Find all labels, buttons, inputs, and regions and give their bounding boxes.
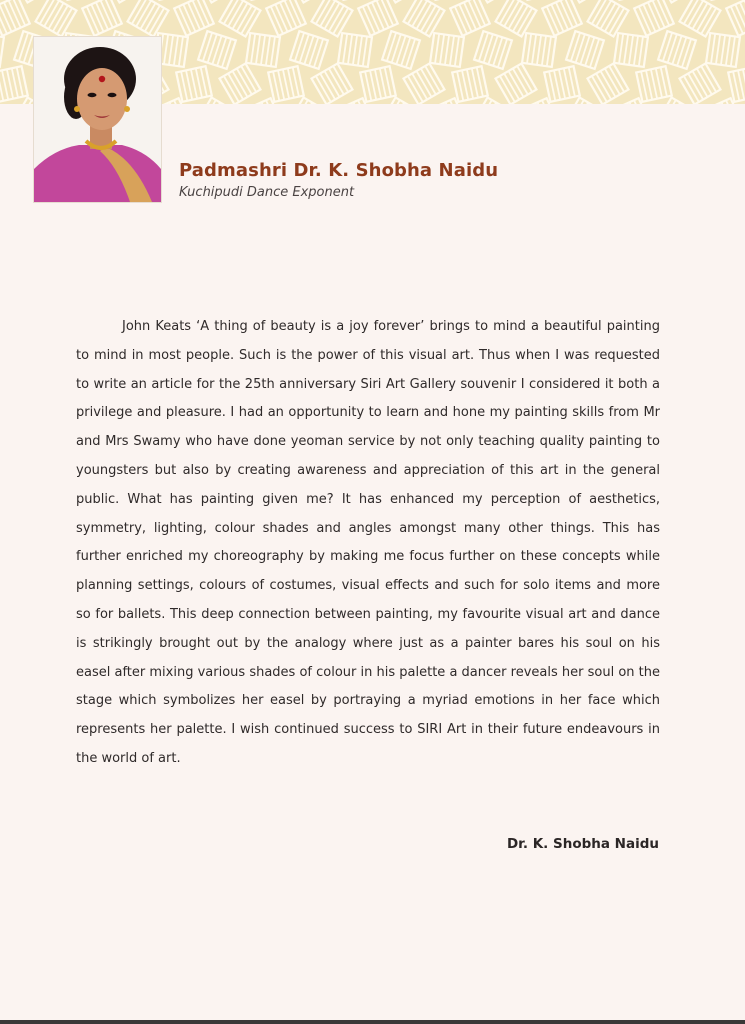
- banner-tile: [452, 66, 488, 102]
- article-body: John Keats ‘A thing of beauty is a joy forever’ brings to mind a beautiful painting to mind in most people. Such is the power of this visual art. Thus when I was requested to write an article for the 25th anniversary Siri Art Gallery souvenir I considered it both a privilege and pleasure. I had an opportunity to learn and hone my painting skills from Mr and Mrs Swamy who have done yeoman service by not only teaching quality painting to youngsters but also by creating awareness and appreciation of this art in the general public. What has painting given me? It has enhanced my perception of aesthetics, symmetry, lighting, colour shades and angles amongst many other things. This has further enriched my choreography by making me focus further on these concepts while planning settings, colours of costumes, visual effects and such for solo items and more so for ballets. This deep connection between painting, my favourite visual art and dance is strikingly brought out by the analogy where just as a painter bares his soul on his easel after mixing various shades of colour in his palette a dancer reveals her soul on the stage which symbolizes her easel by portraying a myriad emotions in her face which represents her palette. I wish continued success to SIRI Art in their future endeavours in the world of art.: [76, 319, 660, 766]
- banner-tile: [246, 33, 280, 67]
- banner-tile: [220, 0, 261, 36]
- banner-tile: [268, 66, 304, 102]
- portrait-icon: [34, 37, 161, 202]
- banner-tile: [588, 0, 629, 36]
- banner-tile: [566, 31, 604, 69]
- banner-tile: [0, 0, 30, 36]
- banner-tile: [290, 31, 328, 69]
- banner-tile: [544, 66, 580, 102]
- banner-tile: [404, 0, 445, 36]
- banner-tile: [636, 66, 672, 102]
- page-edge: [0, 1020, 745, 1024]
- banner-tile: [474, 31, 512, 69]
- banner-tile: [728, 66, 745, 102]
- author-role: Kuchipudi Dance Exponent: [179, 185, 355, 200]
- banner-tile: [680, 0, 721, 36]
- banner-tile: [382, 31, 420, 69]
- banner-tile: [522, 33, 556, 67]
- banner-tile: [430, 33, 464, 67]
- banner-tile: [0, 33, 4, 67]
- author-name: Padmashri Dr. K. Shobha Naidu: [179, 160, 499, 181]
- author-signature: Dr. K. Shobha Naidu: [506, 836, 659, 852]
- banner-tile: [128, 0, 169, 36]
- banner-tile: [198, 31, 236, 69]
- banner-tile: [360, 66, 396, 102]
- banner-tile: [726, 0, 745, 36]
- banner-tile: [496, 0, 537, 36]
- banner-tile: [176, 66, 212, 102]
- banner-tile: [706, 33, 740, 67]
- banner-tile: [312, 0, 353, 36]
- author-header: [179, 160, 498, 200]
- banner-tile: [658, 31, 696, 69]
- banner-tile: [614, 33, 648, 67]
- banner-tile: [338, 33, 372, 67]
- banner-tile: [0, 66, 28, 102]
- banner-tile: [36, 0, 77, 36]
- portrait-photo: [33, 36, 162, 203]
